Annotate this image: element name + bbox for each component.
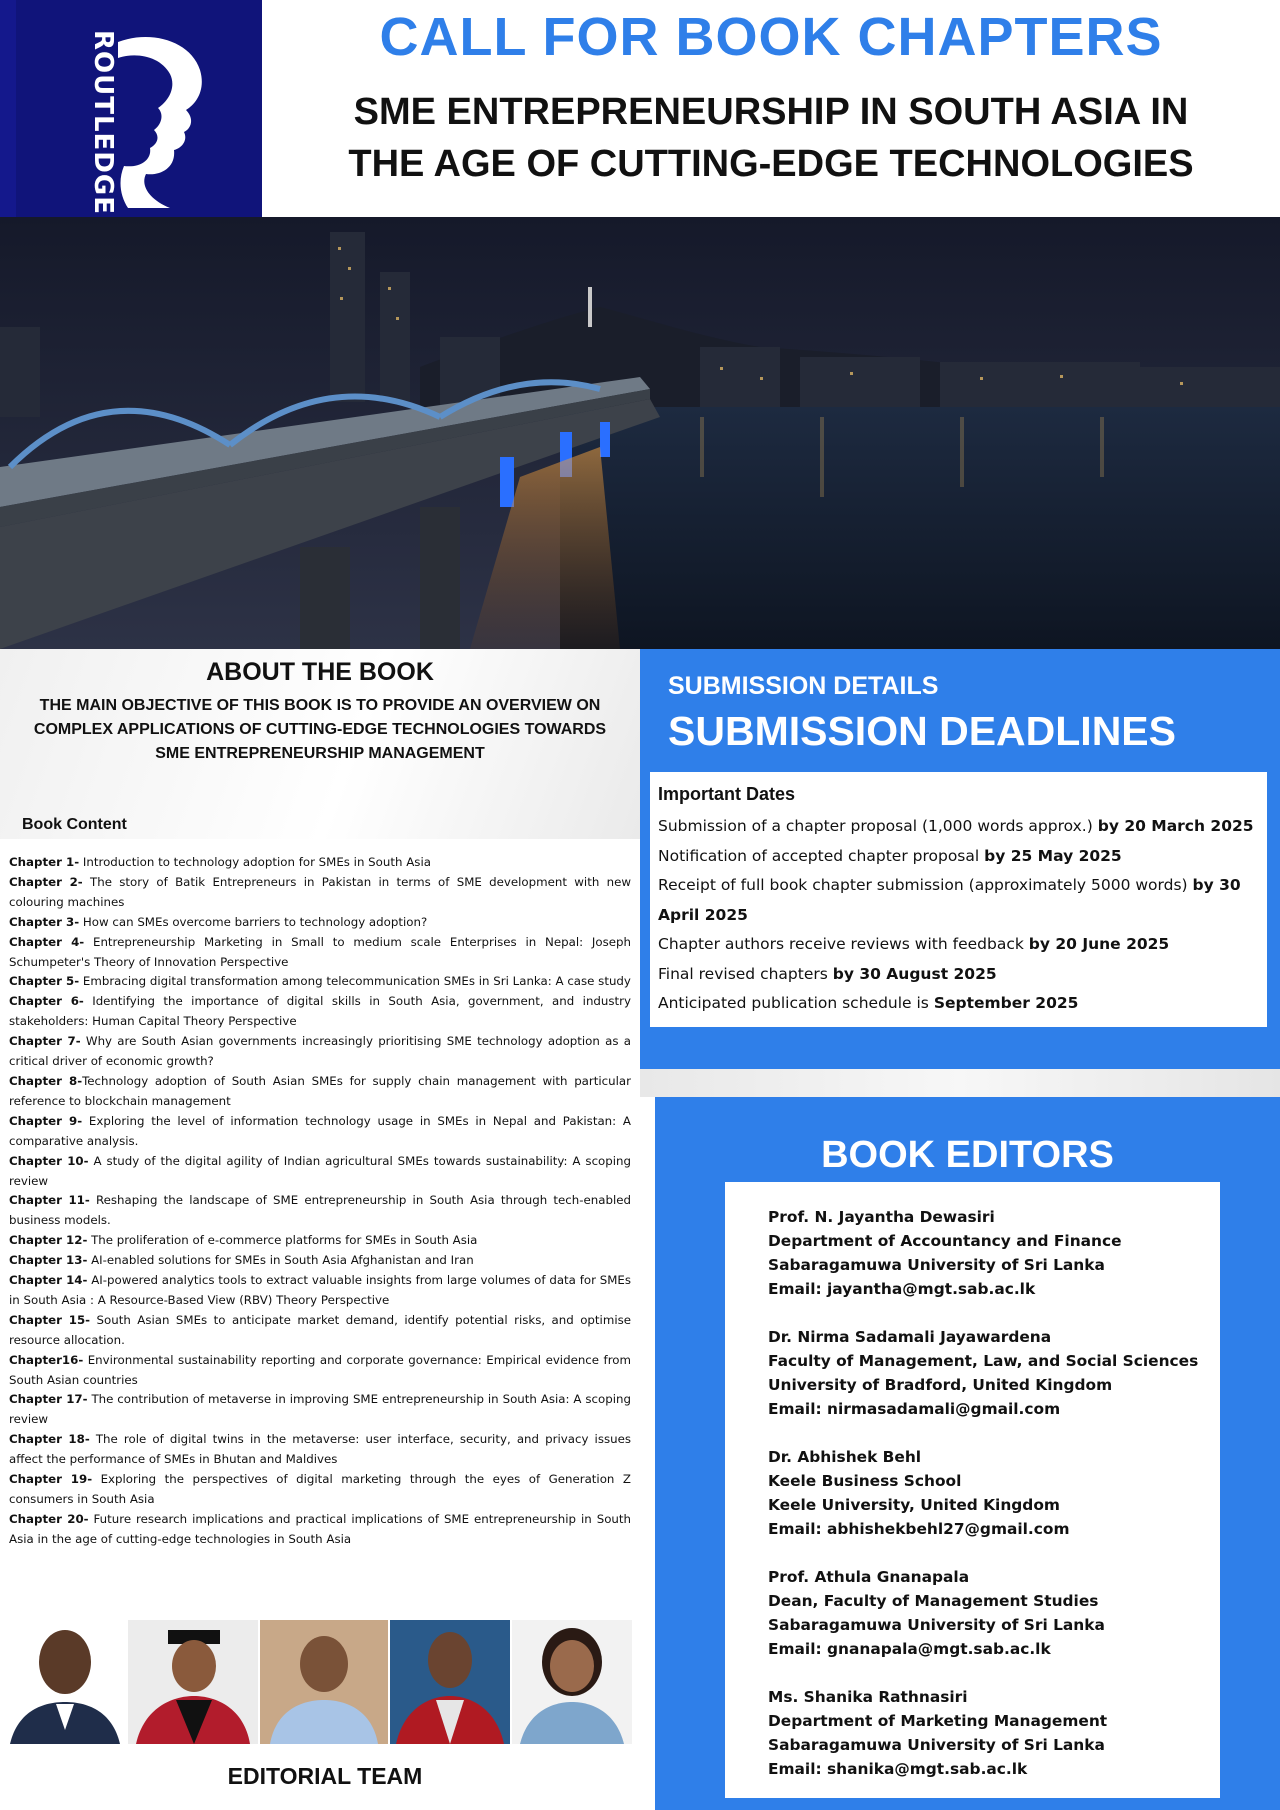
chapter-number: Chapter16-	[9, 1352, 84, 1367]
date-description: Submission of a chapter proposal (1,000 words approx.)	[658, 817, 1098, 835]
date-description: Anticipated publication schedule is	[658, 994, 934, 1012]
editor-dept: Department of Marketing Management	[768, 1712, 1108, 1730]
night-city-image	[0, 217, 1280, 649]
chapter-title: Entrepreneurship Marketing in Small to medium scale Enterprises in Nepal: Joseph Schumpeter's Theory of Innovation Perspective	[9, 934, 631, 969]
chapter-number: Chapter 10-	[9, 1153, 89, 1168]
chapter-item	[9, 1152, 631, 1192]
chapter-item	[9, 933, 631, 973]
editor-name: Ms. Shanika Rathnasiri	[768, 1688, 968, 1706]
editor-email[interactable]: Email: nirmasadamali@gmail.com	[768, 1400, 1061, 1418]
chapter-item	[9, 1271, 631, 1311]
chapter-title: AI-enabled solutions for SMEs in South Asia Afghanistan and Iran	[87, 1253, 474, 1268]
chapter-item	[9, 1112, 631, 1152]
chapter-title: Identifying the importance of digital skills in South Asia, government, and industry stakeholders: Human Capital Theory Perspective	[9, 994, 631, 1029]
date-item	[658, 989, 1263, 1019]
city-bridge-photo	[0, 217, 1280, 649]
editor-email[interactable]: Email: shanika@mgt.sab.ac.lk	[768, 1760, 1028, 1778]
chapter-list	[9, 853, 631, 1550]
date-deadline: by 25 May 2025	[984, 846, 1122, 865]
chapter-title: AI-powered analytics tools to extract valuable insights from large volumes of data for SMEs in South Asia : A Resource-Based View (RBV) Theory Perspective	[9, 1273, 631, 1307]
chapter-number: Chapter 17-	[9, 1392, 88, 1407]
date-description: Chapter authors receive reviews with feedback	[658, 935, 1029, 953]
chapter-item	[9, 873, 631, 913]
date-item	[658, 930, 1263, 960]
chapter-number: Chapter 9-	[9, 1113, 83, 1128]
editors-list	[768, 1205, 1208, 1805]
portrait-2	[128, 1620, 258, 1744]
editor-dept: Dean, Faculty of Management Studies	[768, 1592, 1099, 1610]
date-deadline: by 20 March 2025	[1097, 817, 1254, 835]
chapter-title: The proliferation of e-commerce platforms for SMEs in South Asia	[87, 1233, 478, 1248]
date-item	[658, 960, 1263, 990]
chapter-item	[9, 992, 631, 1032]
chapter-item	[9, 1470, 631, 1510]
editor-org: Sabaragamuwa University of Sri Lanka	[768, 1736, 1105, 1754]
editor-email[interactable]: Email: jayantha@mgt.sab.ac.lk	[768, 1280, 1036, 1298]
editor-name: Dr. Abhishek Behl	[768, 1448, 922, 1466]
date-item	[658, 842, 1263, 872]
person-icon	[260, 1620, 388, 1744]
important-dates-list	[658, 812, 1263, 1019]
chapter-title: The role of digital twins in the metaverse: user interface, security, and privacy issues affect the performance of SMEs in Bhutan and Maldives	[9, 1432, 632, 1467]
chapter-title: Reshaping the landscape of SME entrepreneurship in South Asia through tech-enabled business models.	[9, 1193, 631, 1228]
logo-wordmark: ROUTLEDGE	[88, 30, 118, 215]
chapter-item	[9, 972, 631, 992]
editor-entry	[768, 1565, 1208, 1661]
chapter-item	[9, 1032, 631, 1072]
book-title-line1: SME ENTREPRENEURSHIP IN SOUTH ASIA IN	[353, 91, 1189, 133]
chapter-number: Chapter 18-	[9, 1432, 90, 1447]
about-title: ABOUT THE BOOK	[206, 658, 434, 686]
chapter-number: Chapter 15-	[9, 1312, 91, 1327]
book-content-label: Book Content	[22, 816, 127, 833]
editorial-team-photos	[4, 1620, 632, 1744]
chapter-title: South Asian SMEs to anticipate market demand, identify potential risks, and optimise resource allocation.	[9, 1312, 631, 1347]
editor-org: Keele University, United Kingdom	[768, 1496, 1060, 1514]
chapter-title: Introduction to technology adoption for SMEs in South Asia	[79, 855, 431, 869]
editor-name: Dr. Nirma Sadamali Jayawardena	[768, 1328, 1052, 1346]
chapter-title: How can SMEs overcome barriers to technology adoption?	[79, 914, 428, 929]
editor-name: Prof. N. Jayantha Dewasiri	[768, 1208, 995, 1226]
date-deadline: by 30 August 2025	[832, 964, 997, 983]
book-editors-title: BOOK EDITORS	[821, 1134, 1114, 1176]
chapter-number: Chapter 7-	[9, 1034, 81, 1049]
date-description: Final revised chapters	[658, 964, 833, 983]
editor-org: Sabaragamuwa University of Sri Lanka	[768, 1616, 1105, 1634]
person-icon	[128, 1620, 258, 1744]
portrait-1	[4, 1620, 126, 1744]
editor-org: University of Bradford, United Kingdom	[768, 1376, 1113, 1394]
chapter-number: Chapter 20-	[9, 1511, 89, 1526]
chapter-title: Exploring the perspectives of digital marketing through the eyes of Generation Z consumers in South Asia	[9, 1472, 631, 1506]
editor-dept: Department of Accountancy and Finance	[768, 1232, 1122, 1250]
date-description: Receipt of full book chapter submission (approximately 5000 words)	[658, 876, 1193, 894]
chapter-item	[9, 1231, 631, 1251]
chapter-title: The story of Batik Entrepreneurs in Pakistan in terms of SME development with new colouring machines	[9, 874, 631, 909]
section-divider	[640, 1069, 1280, 1097]
chapter-item	[9, 1510, 631, 1550]
portrait-5	[512, 1620, 632, 1744]
chapter-number: Chapter 3-	[9, 914, 80, 929]
chapter-item	[9, 1351, 631, 1391]
chapter-number: Chapter 6-	[9, 994, 84, 1009]
important-dates-title: Important Dates	[658, 784, 796, 804]
chapter-item	[9, 1311, 631, 1351]
date-deadline: September 2025	[933, 994, 1079, 1012]
routledge-face-icon	[0, 0, 262, 245]
chapter-item	[9, 1072, 631, 1112]
chapter-item	[9, 853, 631, 873]
chapter-title: A study of the digital agility of Indian agricultural SMEs towards sustainability: A scoping review	[9, 1153, 632, 1188]
chapter-number: Chapter 5-	[9, 974, 80, 989]
submission-details-title: SUBMISSION DETAILS	[668, 672, 939, 700]
editor-org: Sabaragamuwa University of Sri Lanka	[768, 1256, 1105, 1274]
editor-entry	[768, 1325, 1208, 1421]
editor-entry	[768, 1205, 1208, 1301]
about-description: THE MAIN OBJECTIVE OF THIS BOOK IS TO PROVIDE AN OVERVIEW ON COMPLEX APPLICATIONS OF CUTTING-EDGE TECHNOLOGIES TOWARDS SME ENTREPRENEURSHIP MANAGEMENT	[33, 697, 607, 762]
routledge-logo	[0, 0, 262, 245]
chapter-number: Chapter 19-	[9, 1472, 93, 1487]
chapter-number: Chapter 1-	[9, 855, 80, 869]
person-icon	[4, 1620, 126, 1744]
date-item	[658, 871, 1263, 930]
editor-dept: Faculty of Management, Law, and Social Sciences	[768, 1352, 1199, 1370]
chapter-item	[9, 1430, 631, 1470]
editor-dept: Keele Business School	[768, 1472, 962, 1490]
chapter-number: Chapter 13-	[9, 1253, 88, 1268]
date-deadline: by 20 June 2025	[1028, 935, 1170, 953]
chapter-title: Embracing digital transformation among telecommunication SMEs in Sri Lanka: A case study	[79, 974, 631, 989]
chapter-item	[9, 1390, 631, 1430]
chapter-title: Technology adoption of South Asian SMEs for supply chain management with particular reference to blockchain management	[9, 1073, 631, 1108]
chapter-number: Chapter 4-	[9, 934, 85, 949]
date-description: Notification of accepted chapter proposal	[658, 846, 985, 865]
chapter-number: Chapter 11-	[9, 1193, 90, 1208]
chapter-item	[9, 913, 631, 933]
portrait-3	[260, 1620, 388, 1744]
chapter-title: Why are South Asian governments increasingly prioritising SME technology adoption as a critical driver of economic growth?	[9, 1034, 631, 1069]
editor-entry	[768, 1445, 1208, 1541]
chapter-number: Chapter 2-	[9, 874, 83, 889]
chapter-number: Chapter 14-	[9, 1273, 88, 1288]
chapter-title: Environmental sustainability reporting and corporate governance: Empirical evidence from South Asian countries	[9, 1352, 631, 1387]
book-title-line2: THE AGE OF CUTTING-EDGE TECHNOLOGIES	[348, 143, 1194, 185]
person-icon	[390, 1620, 510, 1744]
chapter-title: Future research implications and practical implications of SME entrepreneurship in South Asia in the age of cutting-edge technologies in South Asia	[9, 1511, 632, 1546]
chapter-number: Chapter 8-	[9, 1073, 83, 1088]
editor-name: Prof. Athula Gnanapala	[768, 1568, 970, 1586]
chapter-title: The contribution of metaverse in improving SME entrepreneurship in South Asia: A scoping review	[9, 1392, 631, 1427]
date-item	[658, 812, 1263, 842]
chapter-item	[9, 1251, 631, 1271]
submission-deadlines-title: SUBMISSION DEADLINES	[668, 708, 1176, 754]
editor-email[interactable]: Email: abhishekbehl27@gmail.com	[768, 1520, 1070, 1538]
chapter-item	[9, 1191, 631, 1231]
editor-email[interactable]: Email: gnanapala@mgt.sab.ac.lk	[768, 1640, 1051, 1658]
chapter-number: Chapter 12-	[9, 1233, 88, 1248]
person-icon	[512, 1620, 632, 1744]
portrait-4	[390, 1620, 510, 1744]
editorial-team-label: EDITORIAL TEAM	[227, 1763, 423, 1789]
book-title	[262, 86, 1280, 190]
call-title: CALL FOR BOOK CHAPTERS	[379, 7, 1163, 67]
chapter-title: Exploring the level of information technology usage in SMEs in Nepal and Pakistan: A comparative analysis.	[9, 1113, 631, 1148]
editor-entry	[768, 1685, 1208, 1781]
date-deadline: by 30 April 2025	[658, 876, 1241, 924]
